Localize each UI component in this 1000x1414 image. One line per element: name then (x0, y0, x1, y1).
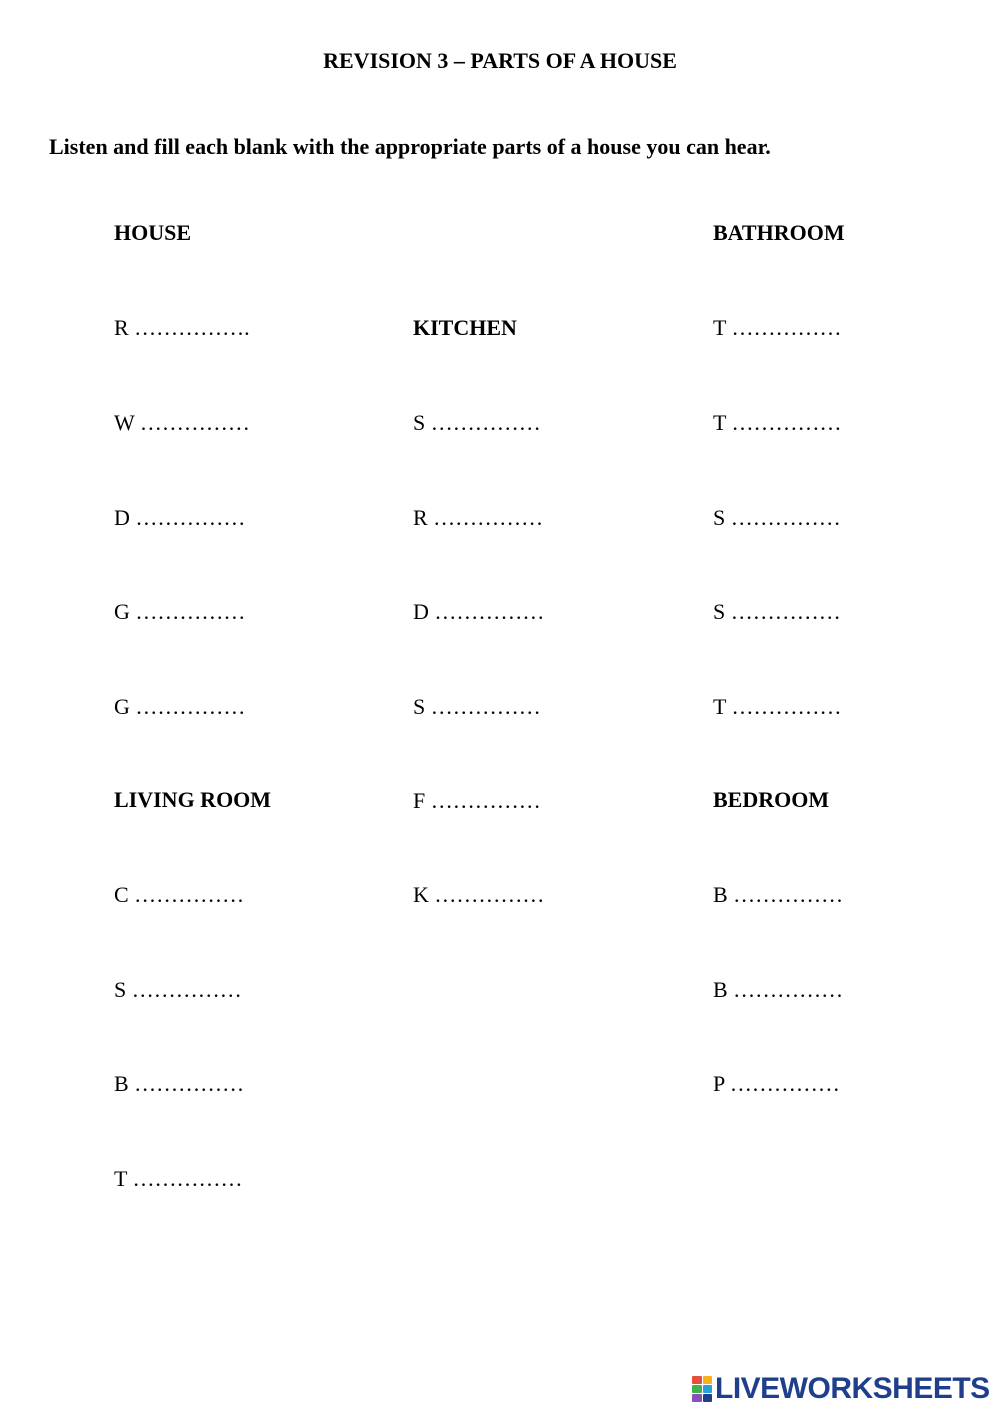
living-room-blank-4[interactable]: T …………… (114, 1166, 243, 1191)
house-blank-4[interactable]: G …………… (114, 599, 246, 624)
logo-mark-block (703, 1385, 713, 1393)
kitchen-heading: KITCHEN (413, 315, 517, 340)
liveworksheets-logo-icon (692, 1376, 712, 1402)
liveworksheets-logo-text: LIVEWORKSHEETS (715, 1372, 990, 1405)
kitchen-blank-1[interactable]: S …………… (413, 410, 541, 435)
bathroom-blank-5[interactable]: T …………… (713, 694, 842, 719)
liveworksheets-logo (692, 1373, 990, 1405)
kitchen-blank-5[interactable]: F …………… (413, 788, 541, 813)
living-room-blank-3[interactable]: B …………… (114, 1071, 245, 1096)
living-room-blank-1[interactable]: C …………… (114, 882, 245, 907)
logo-mark-block (692, 1385, 702, 1393)
house-blank-3[interactable]: D …………… (114, 505, 246, 530)
bathroom-blank-4[interactable]: S …………… (713, 599, 841, 624)
bathroom-blank-1[interactable]: T …………… (713, 315, 842, 340)
bathroom-blank-2[interactable]: T …………… (713, 410, 842, 435)
bathroom-blank-3[interactable]: S …………… (713, 505, 841, 530)
bedroom-blank-2[interactable]: B …………… (713, 977, 844, 1002)
living-room-heading: LIVING ROOM (114, 787, 272, 812)
house-heading: HOUSE (114, 220, 192, 245)
kitchen-blank-4[interactable]: S …………… (413, 694, 541, 719)
kitchen-blank-2[interactable]: R …………… (413, 505, 544, 530)
instruction-text: Listen and fill each blank with the appropriate parts of a house you can hear. (49, 134, 771, 159)
kitchen-blank-6[interactable]: K …………… (413, 882, 545, 907)
logo-mark-block (692, 1394, 702, 1402)
living-room-blank-2[interactable]: S …………… (114, 977, 242, 1002)
house-blank-2[interactable]: W …………… (114, 410, 250, 435)
bedroom-heading: BEDROOM (713, 787, 830, 812)
bedroom-blank-1[interactable]: B …………… (713, 882, 844, 907)
logo-mark-block (692, 1376, 702, 1384)
logo-mark-block (703, 1376, 713, 1384)
house-blank-5[interactable]: G …………… (114, 694, 246, 719)
house-blank-1[interactable]: R ……………. (114, 315, 250, 340)
bedroom-blank-3[interactable]: P …………… (713, 1071, 840, 1096)
bathroom-heading: BATHROOM (713, 220, 845, 245)
kitchen-blank-3[interactable]: D …………… (413, 599, 545, 624)
worksheet-title: REVISION 3 – PARTS OF A HOUSE (323, 48, 677, 73)
logo-mark-block (703, 1394, 713, 1402)
